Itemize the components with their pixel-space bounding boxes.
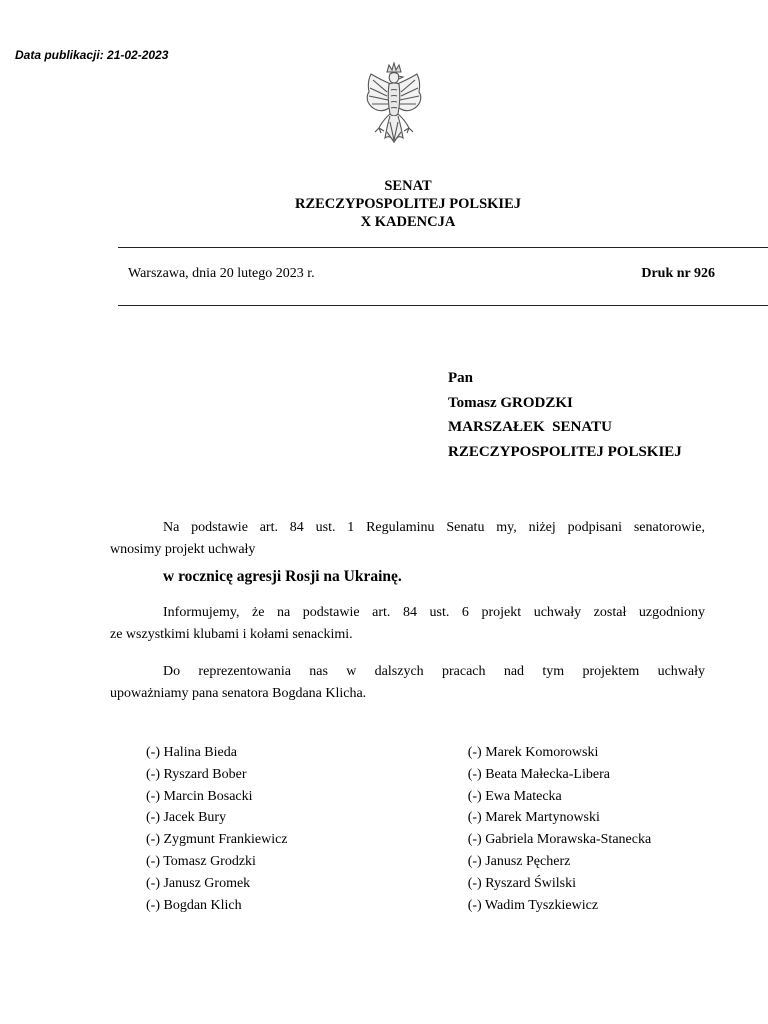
signatory: (-) Halina Bieda (146, 745, 237, 760)
signatory: (-) Marcin Bosacki (146, 788, 253, 804)
signatories-right-column (468, 742, 706, 916)
signatory: (-) Jacek Bury (146, 810, 227, 826)
signatory: (-) Zygmunt Frankiewicz (146, 832, 288, 848)
print-number: Druk nr 926 (641, 266, 715, 281)
senate-header (0, 177, 768, 231)
addressee-block (448, 366, 682, 464)
header-line-senat: SENAT (384, 178, 432, 194)
resolution-title: w rocznicę agresji Rosji na Ukrainę. (163, 568, 402, 585)
publication-date: Data publikacji: 21-02-2023 (15, 48, 169, 62)
bottom-divider (118, 305, 768, 306)
signatory: (-) Marek Martynowski (467, 810, 600, 826)
top-divider (118, 247, 768, 248)
paragraph-representative-line2: upoważniamy pana senatora Bogdana Klicha. (110, 686, 367, 701)
header-line-republic: RZECZYPOSPOLITEJ POLSKIEJ (294, 196, 521, 212)
signatory: (-) Janusz Pęcherz (467, 853, 571, 869)
place-date: Warszawa, dnia 20 lutego 2023 r. (128, 266, 315, 281)
addressee-title: MARSZAŁEK SENATU (448, 419, 612, 435)
polish-eagle-icon (363, 62, 425, 154)
paragraph-consultation-line2: ze wszystkimi klubami i kołami senackimi. (110, 627, 353, 642)
signatory: (-) Janusz Gromek (146, 875, 251, 891)
signatory: (-) Tomasz Grodzki (146, 853, 256, 869)
signatories-left-column (146, 742, 468, 916)
signatory: (-) Ewa Matecka (467, 788, 562, 804)
signatory: (-) Wadim Tyszkiewicz (467, 897, 599, 913)
paragraph-consultation (110, 602, 705, 646)
signatory: (-) Ryszard Bober (146, 766, 247, 782)
signatories-list (146, 742, 706, 916)
signatory: (-) Marek Komorowski (467, 745, 599, 760)
paragraph-consultation-line1: Informujemy, że na podstawie art. 84 ust. 6 projekt uchwały został uzgodniony (163, 605, 705, 620)
header-line-term: X KADENCJA (360, 214, 456, 230)
paragraph-motion-line2: wnosimy projekt uchwały (110, 542, 256, 557)
addressee-institution: RZECZYPOSPOLITEJ POLSKIEJ (448, 443, 682, 460)
signatory: (-) Bogdan Klich (146, 897, 242, 913)
paragraph-representative (110, 661, 705, 705)
paragraph-representative-line1: Do reprezentowania nas w dalszych pracach nad tym projektem uchwały (163, 664, 705, 679)
addressee-name: Tomasz GRODZKI (448, 394, 573, 411)
paragraph-motion (110, 517, 705, 561)
signatory: (-) Beata Małecka-Libera (467, 766, 610, 782)
signatory: (-) Ryszard Świlski (467, 875, 577, 891)
addressee-salutation: Pan (448, 370, 474, 386)
paragraph-motion-line1: Na podstawie art. 84 ust. 1 Regulaminu Senatu my, niżej podpisani senatorowie, (163, 520, 705, 535)
signatory: (-) Gabriela Morawska-Stanecka (467, 832, 652, 848)
